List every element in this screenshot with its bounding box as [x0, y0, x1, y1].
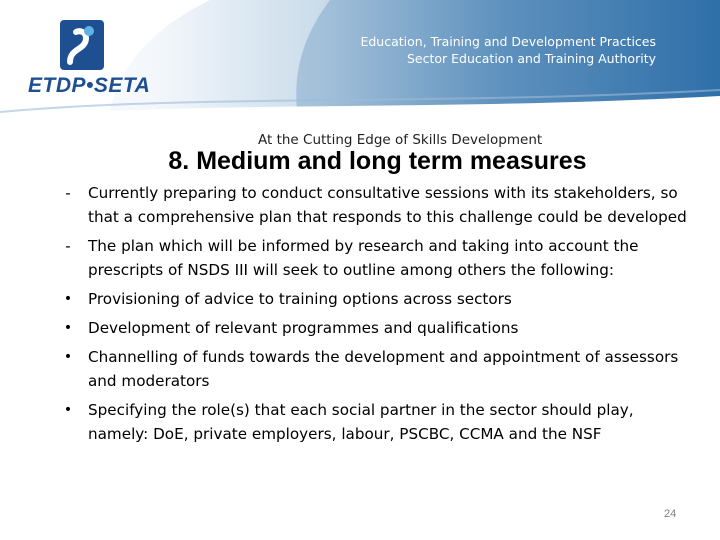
- bullet-marker: •: [63, 320, 73, 336]
- logo-emblem-icon: [56, 18, 108, 74]
- bullet-item: [58, 316, 698, 340]
- bullet-marker: -: [65, 184, 71, 202]
- page-number: 24: [664, 508, 677, 520]
- bullet-text: Specifying the role(s) that each social partner in the sector should play, namely: DoE, private employers, labour, PSCBC, CCMA and the NSF: [88, 401, 634, 443]
- bullet-text: Channelling of funds towards the development and appointment of assessors and moderators: [88, 348, 679, 390]
- logo-text: ETDP•SETA: [28, 74, 151, 97]
- org-name-line-2: Sector Education and Training Authority: [406, 51, 656, 66]
- bullet-text: Provisioning of advice to training options across sectors: [88, 290, 512, 308]
- bullet-text: The plan which will be informed by research and taking into account the prescripts of NSDS III will seek to outline among others the following:: [88, 237, 639, 279]
- bullet-marker: -: [65, 237, 71, 255]
- bullet-item: [58, 234, 698, 282]
- slide-title: 8. Medium and long term measures: [168, 147, 587, 175]
- bullet-text: Development of relevant programmes and qualifications: [88, 319, 519, 337]
- org-name-line-1: Education, Training and Development Practices: [360, 34, 656, 49]
- bullet-list: [58, 181, 698, 451]
- bullet-item: [58, 345, 698, 393]
- bullet-item: [58, 181, 698, 229]
- bullet-text: Currently preparing to conduct consultative sessions with its stakeholders, so that a comprehensive plan that responds to this challenge could be developed: [88, 184, 687, 226]
- tagline: At the Cutting Edge of Skills Development: [258, 132, 543, 148]
- bullet-marker: •: [63, 291, 73, 307]
- bullet-item: [58, 287, 698, 311]
- etdp-seta-logo: [28, 18, 151, 103]
- bullet-item: [58, 398, 698, 446]
- bullet-marker: •: [63, 349, 73, 365]
- bullet-marker: •: [63, 402, 73, 418]
